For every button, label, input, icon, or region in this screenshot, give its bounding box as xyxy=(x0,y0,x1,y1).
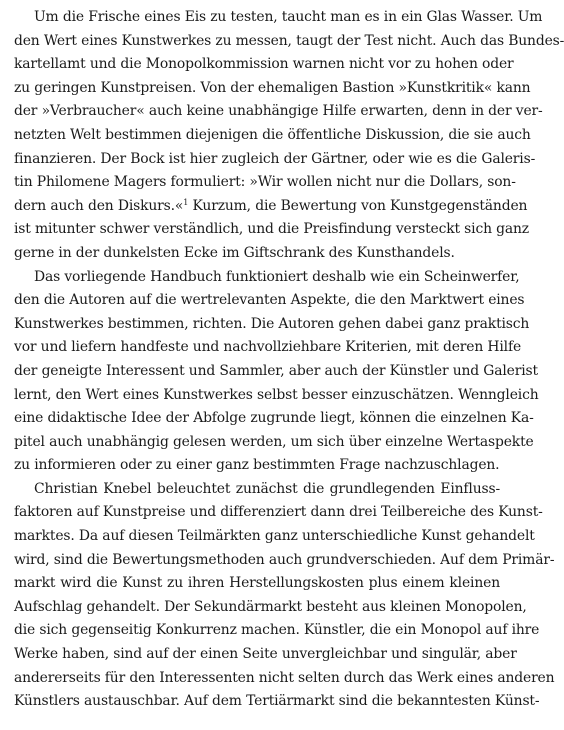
paragraph-1 xyxy=(14,6,564,266)
text-line: zu geringen Kunstpreisen. Von der ehemaligen Bastion »Kunstkritik« kann xyxy=(14,79,531,96)
text-segment: Kurzum, die Bewertung von Kunstgegenständen xyxy=(192,197,528,214)
text-line: den die Autoren auf die wertrelevanten Aspekte, die den Marktwert eines xyxy=(14,292,525,309)
text-line: netzten Welt bestimmen diejenigen die öffentliche Diskussion, die sie auch xyxy=(14,126,531,143)
text-line: faktoren auf Kunstpreise und differenziert dann drei Teilbereiche des Kunst- xyxy=(14,504,543,521)
paragraph-3 xyxy=(14,478,555,714)
text-line: Werke haben, sind auf der einen Seite unvergleichbar und singulär, aber xyxy=(14,646,517,663)
text-line: pitel auch unabhängig gelesen werden, um sich über einzelne Wertaspekte xyxy=(14,433,534,450)
paragraph-2 xyxy=(14,266,539,478)
text-line-with-footnote xyxy=(14,195,528,219)
text-line: Das vorliegende Handbuch funktioniert deshalb wie ein Scheinwerfer, xyxy=(34,268,520,285)
text-line: wird, sind die Bewertungsmethoden auch grundverschieden. Auf dem Primär- xyxy=(14,551,555,568)
text-line: der »Verbraucher« auch keine unabhängige Hilfe erwarten, denn in der ver- xyxy=(14,103,543,120)
document-page xyxy=(14,6,564,714)
text-line: vor und liefern handfeste und nachvollziehbare Kriterien, mit deren Hilfe xyxy=(14,339,522,356)
text-line: finanzieren. Der Bock ist hier zugleich der Gärtner, oder wie es die Galeris- xyxy=(14,150,536,167)
text-segment: dern auch den Diskurs.« xyxy=(14,197,184,214)
text-line: ist mitunter schwer verständlich, und die Preisfindung versteckt sich ganz xyxy=(14,221,529,238)
text-line: Um die Frische eines Eis zu testen, taucht man es in ein Glas Wasser. Um xyxy=(34,9,543,25)
footnote-marker[interactable]: 1 xyxy=(183,197,189,207)
text-line: Kunstwerkes bestimmen, richten. Die Autoren gehen dabei ganz praktisch xyxy=(14,315,530,332)
text-line: gerne in der dunkelsten Ecke im Giftschrank des Kunsthandels. xyxy=(14,244,455,261)
text-line: den Wert eines Kunstwerkes zu messen, taugt der Test nicht. Auch das Bundes- xyxy=(14,32,564,49)
text-line: marktes. Da auf diesen Teilmärkten ganz unterschiedliche Kunst gehandelt xyxy=(14,528,535,545)
text-line: die sich gegenseitig Konkurrenz machen. Künstler, die ein Monopol auf ihre xyxy=(14,622,540,639)
text-line: tin Philomene Magers formuliert: »Wir wollen nicht nur die Dollars, son- xyxy=(14,174,516,191)
text-line: lernt, den Wert eines Kunstwerkes selbst besser einzuschätzen. Wenngleich xyxy=(14,386,539,403)
text-line: zu informieren oder zu einer ganz bestimmten Frage nachzuschlagen. xyxy=(14,457,500,474)
text-line: eine didaktische Idee der Abfolge zugrunde liegt, können die einzelnen Ka- xyxy=(14,410,534,427)
text-line: Aufschlag gehandelt. Der Sekundärmarkt besteht aus kleinen Monopolen, xyxy=(14,598,527,615)
text-line: markt wird die Kunst zu ihren Herstellungskosten plus einem kleinen xyxy=(14,575,500,592)
text-line: der geneigte Interessent und Sammler, aber auch der Künstler und Galerist xyxy=(14,362,538,379)
text-line: andererseits für den Interessenten nicht selten durch das Werk eines anderen xyxy=(14,669,555,686)
text-line: Christian Knebel beleuchtet zunächst die grundlegenden Einfluss- xyxy=(34,480,500,497)
text-line: kartellamt und die Monopolkommission warnen nicht vor zu hohen oder xyxy=(14,56,514,73)
text-line: Künstlers austauschbar. Auf dem Tertiärmarkt sind die bekanntesten Künst- xyxy=(14,693,540,710)
